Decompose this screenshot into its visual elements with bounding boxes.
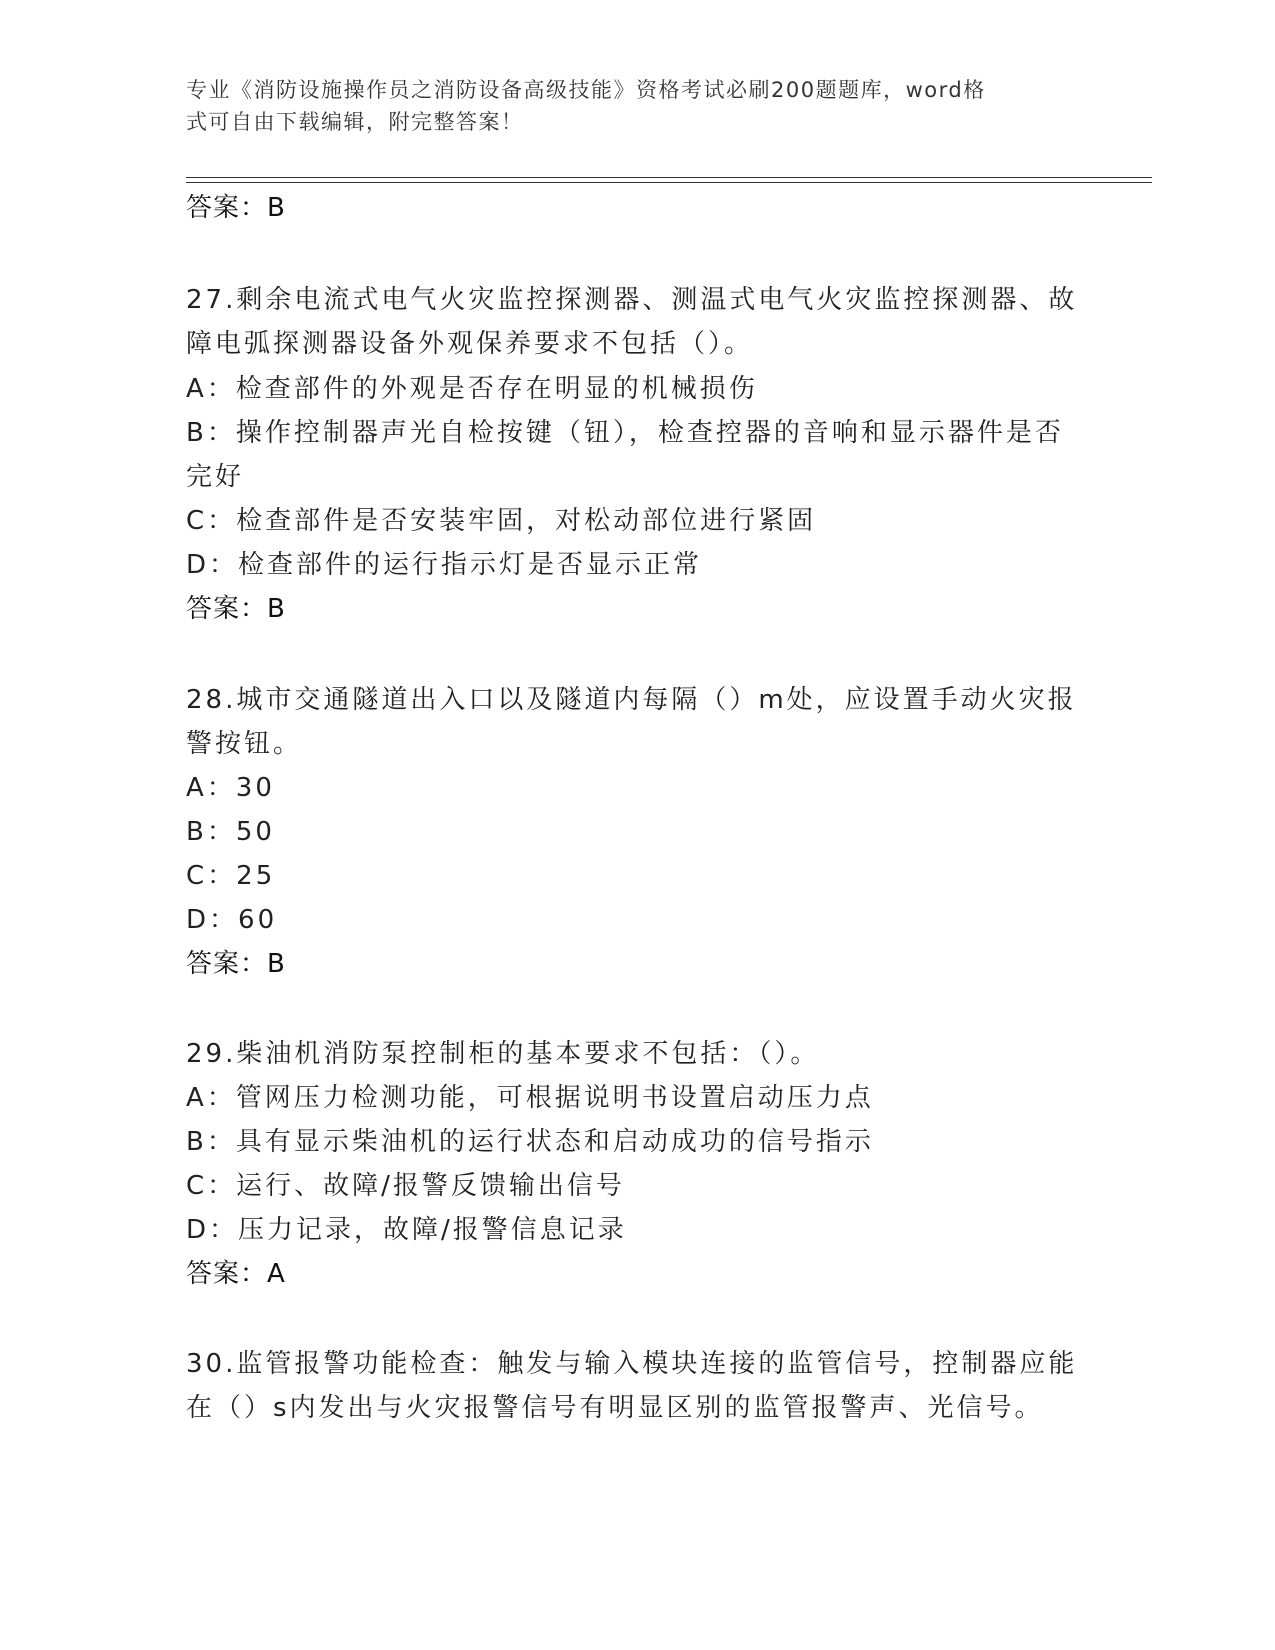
question-28-option-c: C：25 <box>186 861 276 891</box>
question-29-answer: 答案：A <box>186 1259 286 1289</box>
question-27-line-1: 27.剩余电流式电气火灾监控探测器、测温式电气火灾监控探测器、故 <box>186 285 1078 315</box>
question-28-option-a: A：30 <box>186 773 275 803</box>
question-28-option-d: D：60 <box>186 905 278 935</box>
header-rule-thick <box>186 177 1152 178</box>
header-line-1: 专业《消防设施操作员之消防设备高级技能》资格考试必刷200题题库，word格 <box>186 78 986 102</box>
question-28-line-1: 28.城市交通隧道出入口以及隧道内每隔（）m处，应设置手动火灾报 <box>186 685 1077 715</box>
question-29-text: 29.柴油机消防泵控制柜的基本要求不包括：（）。 <box>186 1039 820 1069</box>
question-27-option-b-line-2: 完好 <box>186 462 245 492</box>
question-28-answer: 答案：B <box>186 949 286 979</box>
question-28-line-2: 警按钮。 <box>186 729 303 759</box>
question-30-line-1: 30.监管报警功能检查：触发与输入模块连接的监管信号，控制器应能 <box>186 1349 1078 1379</box>
question-29-option-d: D：压力记录，故障/报警信息记录 <box>186 1215 627 1245</box>
question-27-option-b-line-1: B：操作控制器声光自检按键（钮），检查控器的音响和显示器件是否 <box>186 418 1064 448</box>
question-28-option-b: B：50 <box>186 817 275 847</box>
question-29-option-a: A：管网压力检测功能，可根据说明书设置启动压力点 <box>186 1083 874 1113</box>
question-27-option-d: D：检查部件的运行指示灯是否显示正常 <box>186 550 703 580</box>
question-27-option-a: A：检查部件的外观是否存在明显的机械损伤 <box>186 374 758 404</box>
header-rule-thin <box>186 182 1152 183</box>
document-header <box>186 74 1066 138</box>
header-line-2: 式可自由下载编辑，附完整答案！ <box>186 110 524 134</box>
question-27-line-2: 障电弧探测器设备外观保养要求不包括（）。 <box>186 329 754 359</box>
question-30-line-2: 在（）s内发出与火灾报警信号有明显区别的监管报警声、光信号。 <box>186 1393 1044 1423</box>
question-27-answer: 答案：B <box>186 594 286 624</box>
question-29-option-b: B：具有显示柴油机的运行状态和启动成功的信号指示 <box>186 1127 874 1157</box>
question-27-option-c: C：检查部件是否安装牢固，对松动部位进行紧固 <box>186 506 817 536</box>
answer-previous: 答案：B <box>186 193 286 223</box>
question-29-option-c: C：运行、故障/报警反馈输出信号 <box>186 1171 625 1201</box>
